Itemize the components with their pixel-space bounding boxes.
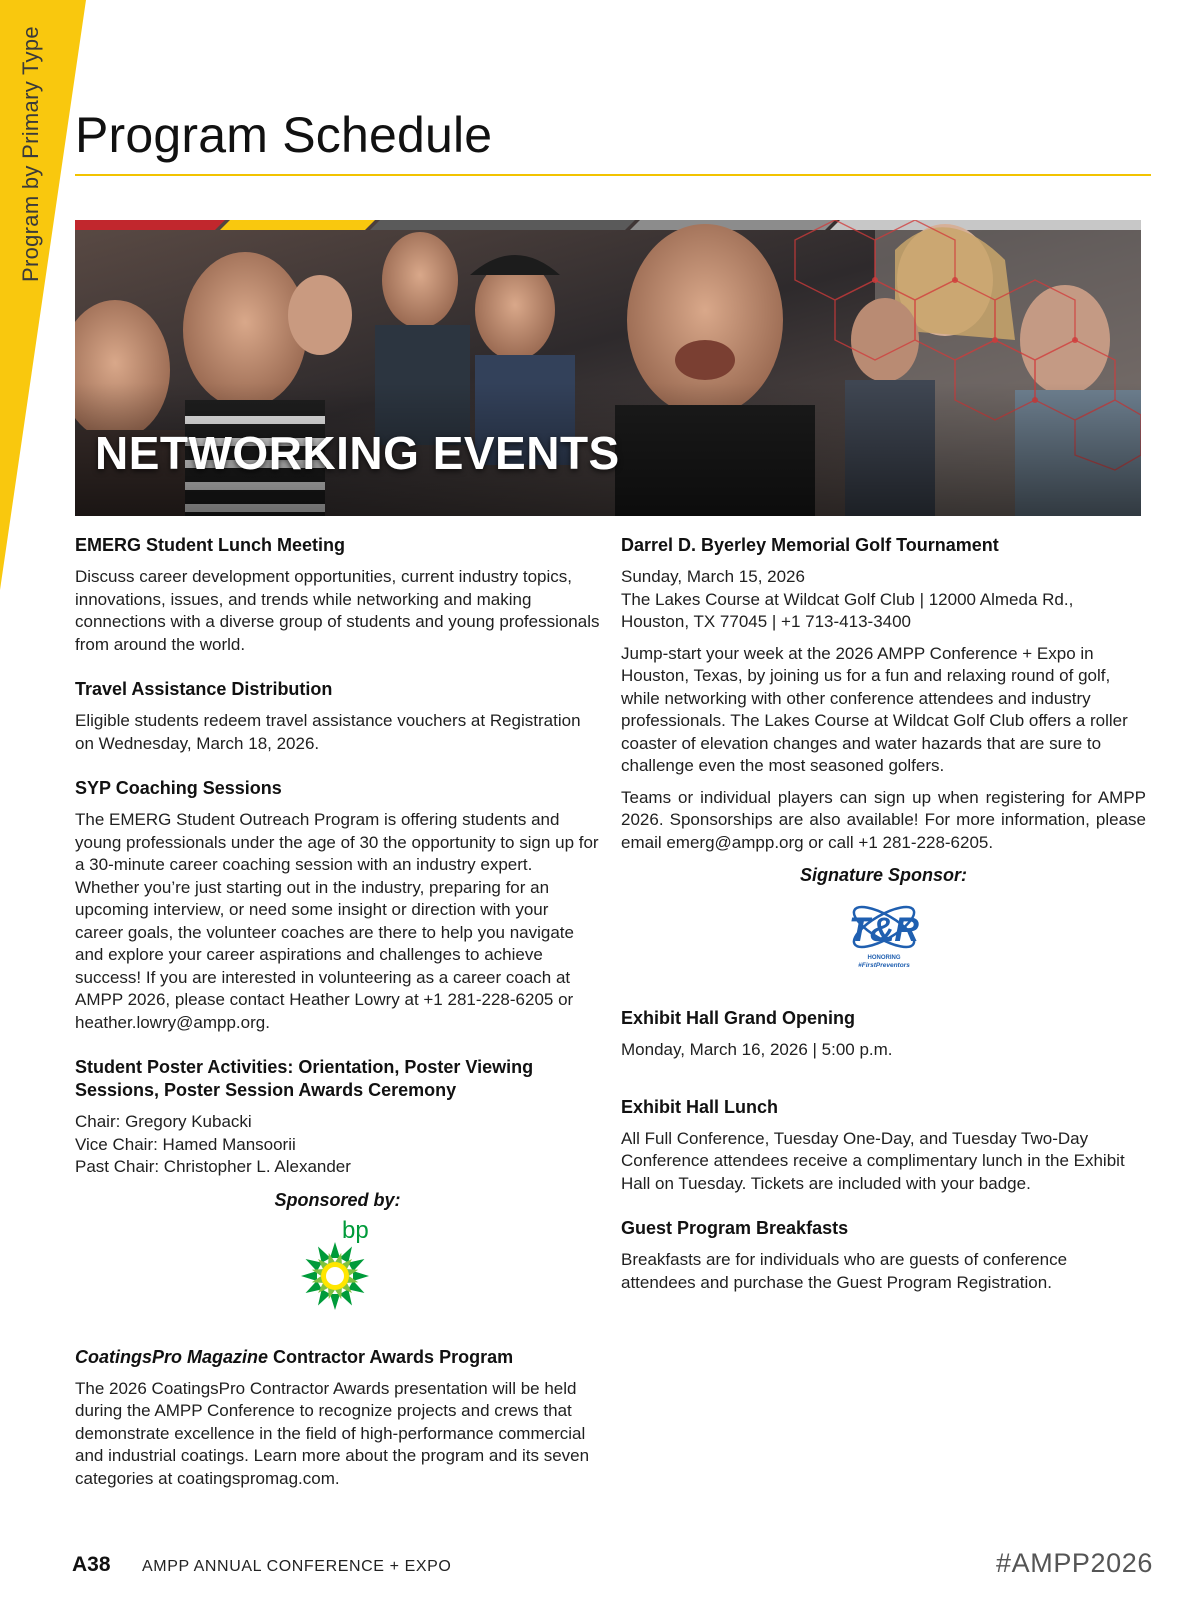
sponsor-label: Sponsored by: <box>274 1189 401 1210</box>
side-tab-label: Program by Primary Type <box>18 26 43 282</box>
event-travel-assistance <box>75 678 600 755</box>
event-title: SYP Coaching Sessions <box>75 778 282 798</box>
tr-logo-text: T&R <box>848 911 919 949</box>
event-title: EMERG Student Lunch Meeting <box>75 535 345 555</box>
bp-logo-text: bp <box>341 1217 369 1244</box>
sponsor-label: Signature Sponsor: <box>799 865 967 885</box>
event-title: Darrel D. Byerley Memorial Golf Tournament <box>621 535 999 555</box>
bp-logo <box>75 1218 600 1310</box>
right-column <box>621 534 1146 1316</box>
event-golf-tournament <box>621 534 1146 973</box>
event-title-magazine: CoatingsPro Magazine <box>75 1346 269 1367</box>
event-coatingspro-awards <box>75 1346 600 1491</box>
event-emerg-lunch <box>75 534 600 656</box>
page-title: Program Schedule <box>75 107 493 163</box>
event-date: Sunday, March 15, 2026 <box>621 567 805 586</box>
event-signup-info: Teams or individual players can sign up when registering for AMPP 2026. Sponsorships are also available! For more information, please email emerg@ampp.org or call +1 281-228-6205. <box>621 787 1146 852</box>
bp-helios-icon <box>278 1218 398 1310</box>
event-title: Exhibit Hall Lunch <box>621 1096 779 1117</box>
chair-line: Chair: Gregory Kubacki <box>75 1112 252 1131</box>
tr-logo-sub2: #FirstPreventors <box>857 962 910 969</box>
event-venue: The Lakes Course at Wildcat Golf Club | 12000 Almeda Rd., <box>621 589 1074 609</box>
event-title: Student Poster Activities: Orientation, Poster Viewing Sessions, Poster Session Awards Ceremony <box>75 1057 534 1100</box>
event-syp-coaching <box>75 777 600 1034</box>
footer-page-number: A38 <box>72 1553 111 1576</box>
title-rule <box>75 174 1151 176</box>
event-title: Travel Assistance Distribution <box>75 679 333 699</box>
event-description: The 2026 CoatingsPro Contractor Awards presentation will be held during the AMPP Conference to recognize projects and crews that demonstrate excellence in the field of high-performance commercial and industrial coatings. Learn more about the program and its seven categories at coatingspromag.com. <box>75 1378 590 1488</box>
footer-conference-name: AMPP ANNUAL CONFERENCE + EXPO <box>142 1558 452 1575</box>
left-column <box>75 534 600 1512</box>
event-title: Exhibit Hall Grand Opening <box>621 1008 856 1028</box>
event-description: Eligible students redeem travel assistance vouchers at Registration on Wednesday, March 18, 2026. <box>75 711 581 753</box>
tr-logo-sub1: HONORING <box>867 955 900 961</box>
vice-chair-line: Vice Chair: Hamed Mansoorii <box>75 1134 296 1154</box>
event-description: The EMERG Student Outreach Program is offering students and young professionals under the age of 30 the opportunity to sign up for a 30-minute career coaching session with an industry expert. Whether you’re just starting out in the industry, preparing for an upcoming interview, or need some insight or direction with your career goals, the volunteer coaches are there to help you navigate and explore your career aspirations and challenges to achieve success! If you are interested in volunteering as a career coach at AMPP 2026, please contact Heather Lowry at +1 281-228-6205 or heather.lowry@ampp.org. <box>75 810 599 1032</box>
event-description: Discuss career development opportunities, current industry topics, innovations, issues, and trends while networking and making connections with a diverse group of students and young professionals from around the world. <box>75 567 600 654</box>
hero-banner <box>75 220 1141 516</box>
event-description: Jump-start your week at the 2026 AMPP Conference + Expo in Houston, Texas, by joining us for a fun and relaxing round of golf, while networking with other conference attendees and industry professionals. The Lakes Course at Wildcat Golf Club offers a roller coaster of elevation changes and water hazards that are sure to challenge even the most seasoned golfers. <box>621 643 1128 775</box>
event-title: Guest Program Breakfasts <box>621 1218 849 1238</box>
past-chair-line: Past Chair: Christopher L. Alexander <box>75 1157 351 1176</box>
event-exhibit-lunch <box>621 1096 1146 1196</box>
event-title <box>75 1346 600 1369</box>
tr-logo-icon <box>839 893 929 973</box>
event-city: Houston, TX 77045 | +1 713-413-3400 <box>621 612 912 631</box>
footer-hashtag: #AMPP2026 <box>996 1548 1153 1578</box>
event-student-poster <box>75 1056 600 1310</box>
event-description: Breakfasts are for individuals who are guests of conference attendees and purchase the Guest Program Registration. <box>621 1250 1068 1292</box>
hero-title: NETWORKING EVENTS <box>95 427 620 479</box>
event-title-rest: Contractor Awards Program <box>268 1346 514 1367</box>
event-guest-breakfasts <box>621 1217 1146 1294</box>
event-date-time: Monday, March 16, 2026 | 5:00 p.m. <box>621 1040 893 1059</box>
tr-sponsor-logo <box>621 893 1146 973</box>
event-exhibit-opening <box>621 1007 1146 1062</box>
event-description: All Full Conference, Tuesday One-Day, and Tuesday Two-Day Conference attendees receive a complimentary lunch in the Exhibit Hall on Tuesday. Tickets are included with your badge. <box>621 1128 1125 1193</box>
